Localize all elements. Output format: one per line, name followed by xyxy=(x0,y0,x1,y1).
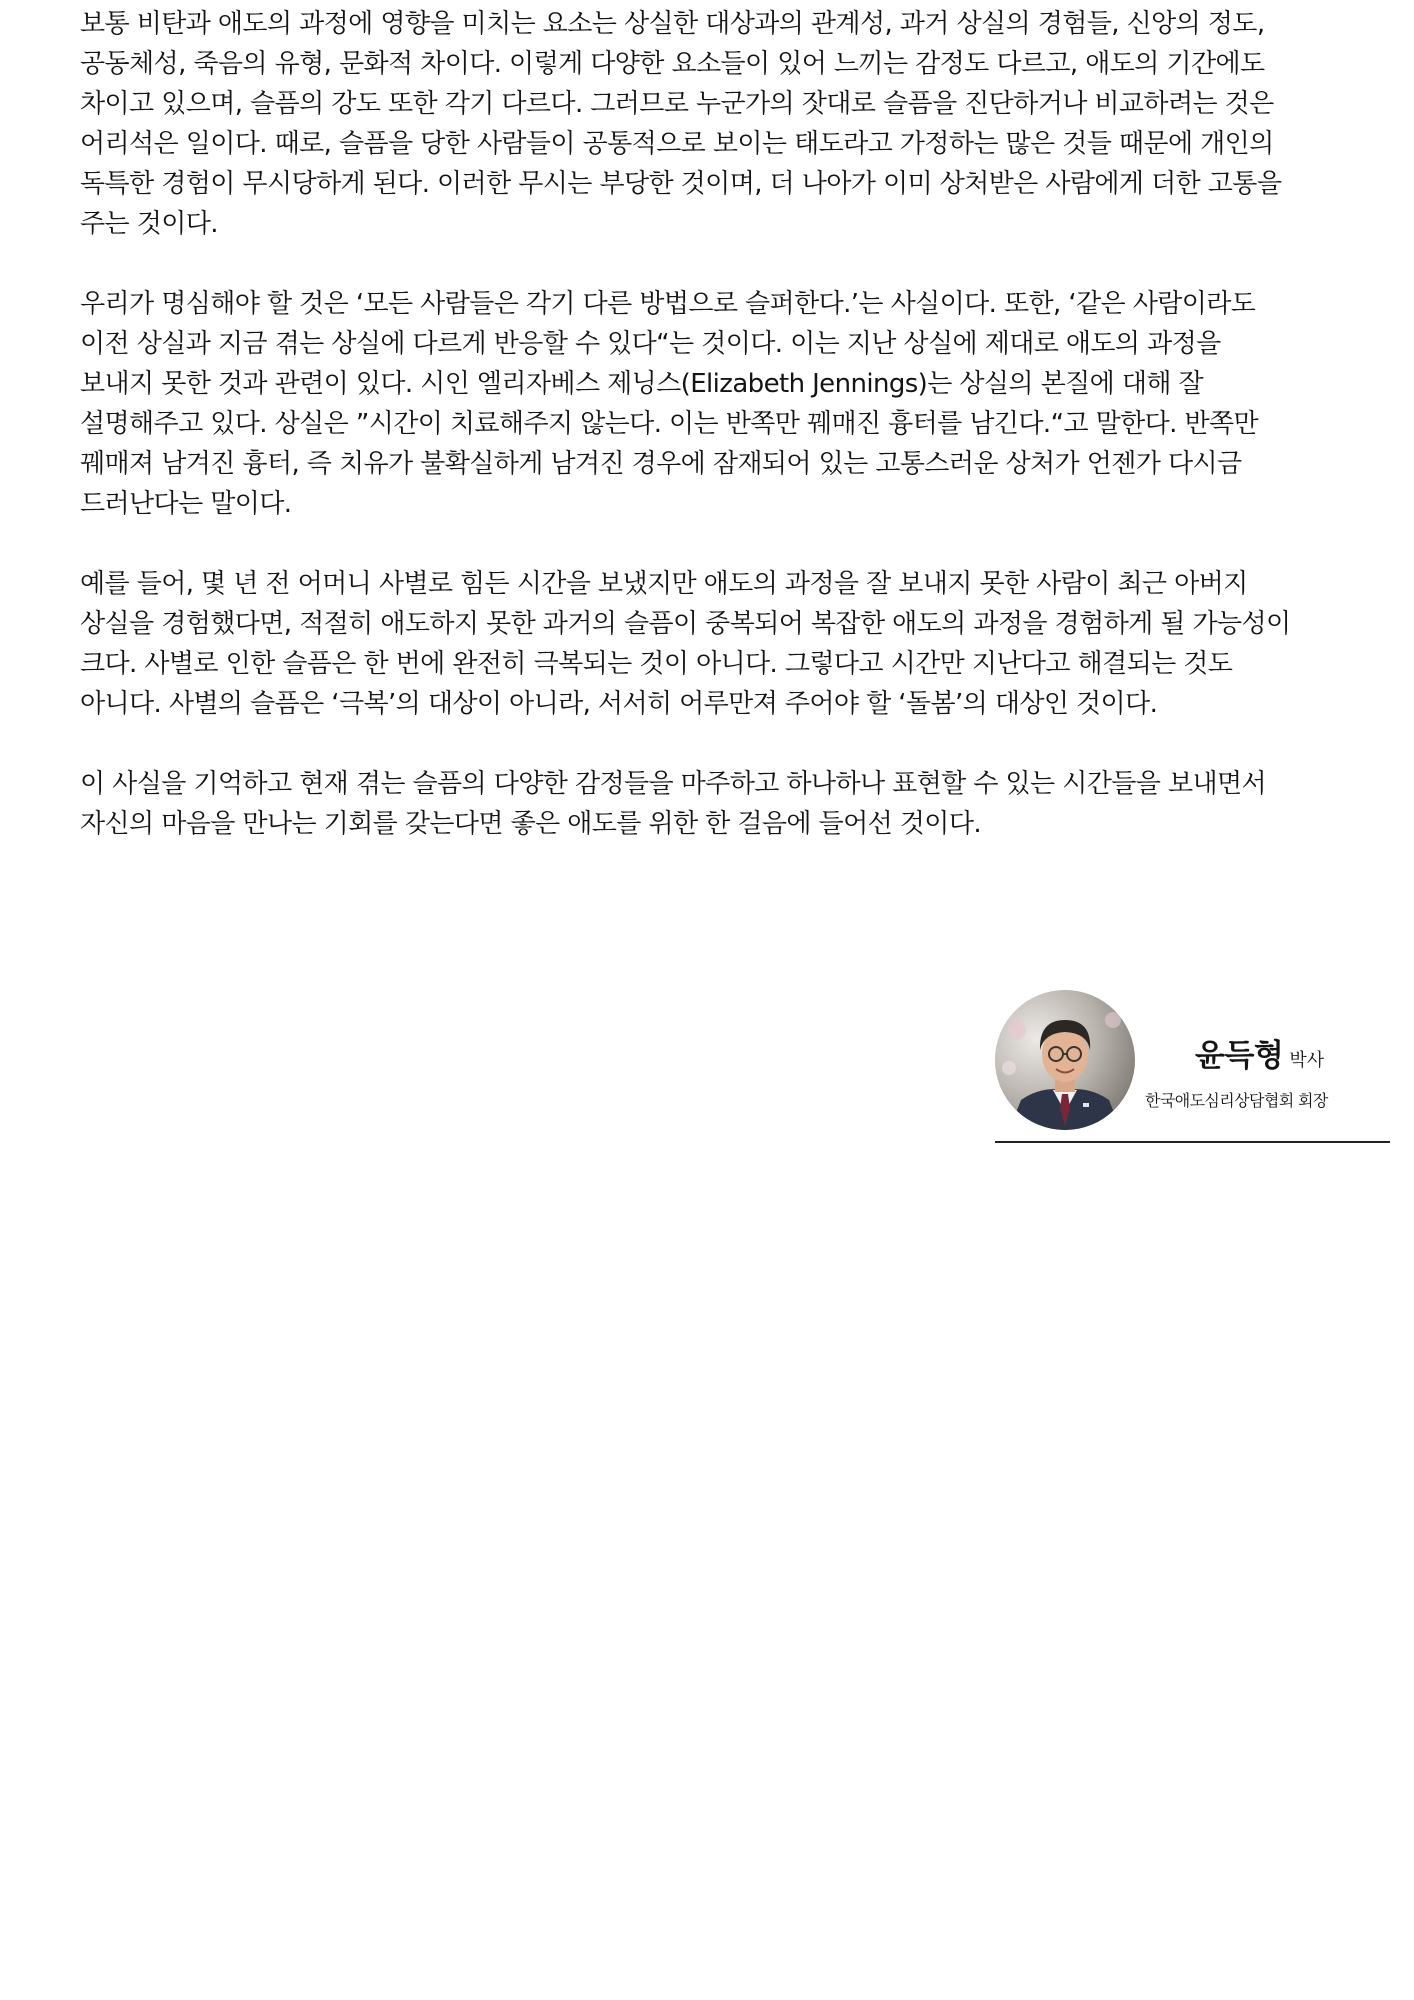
paragraph-1: 보통 비탄과 애도의 과정에 영향을 미치는 요소는 상실한 대상과의 관계성, 과거 상실의 경험들, 신앙의 정도, 공동체성, 죽음의 유형, 문화적 차이다. 이렇게 다양한 요소들이 있어 느끼는 감정도 다르고, 애도의 기간에도 차이고 있으며, 슬픔의 강도 또한 각기 다르다. 그러므로 누군가의 잣대로 슬픔을 진단하거나 비교하려는 것은 어리석은 일이다. 때로, 슬픔을 당한 사람들이 공통적으로 보이는 태도라고 가정하는 많은 것들 때문에 개인의 독특한 경험이 무시당하게 된다. 이러한 무시는 부당한 것이며, 더 나아가 이미 상처받은 사람에게 더한 고통을 주는 것이다. xyxy=(80,9,1282,239)
author-name: 윤득형 xyxy=(1195,1038,1284,1074)
author-portrait-icon xyxy=(995,990,1135,1130)
author-honorific: 박사 xyxy=(1289,1050,1325,1071)
article-body xyxy=(80,4,1295,884)
paragraph-4: 이 사실을 기억하고 현재 겪는 슬픔의 다양한 감정들을 마주하고 하나하나 표현할 수 있는 시간들을 보내면서 자신의 마음을 만나는 기회를 갖는다면 좋은 애도를 위한 한 걸음에 들어선 것이다. xyxy=(80,769,1267,839)
author-byline xyxy=(995,990,1390,1142)
paragraph-2: 우리가 명심해야 할 것은 ‘모든 사람들은 각기 다른 방법으로 슬퍼한다.’는 사실이다. 또한, ‘같은 사람이라도 이전 상실과 지금 겪는 상실에 다르게 반응할 수 있다“는 것이다. 이는 지난 상실에 제대로 애도의 과정을 보내지 못한 것과 관련이 있다. 시인 엘리자베스 제닝스(Elizabeth Jennings)는 상실의 본질에 대해 잘 설명해주고 있다. 상실은 ”시간이 치료해주지 않는다. 이는 반쪽만 꿰매진 흉터를 남긴다.“고 말한다. 반쪽만 꿰매져 남겨진 흉터, 즉 치유가 불확실하게 남겨진 경우에 잠재되어 있는 고통스러운 상처가 언젠가 다시금 드러난다는 말이다. xyxy=(80,289,1259,519)
paragraph-3: 예를 들어, 몇 년 전 어머니 사별로 힘든 시간을 보냈지만 애도의 과정을 잘 보내지 못한 사람이 최근 아버지 상실을 경험했다면, 적절히 애도하지 못한 과거의 슬픔이 중복되어 복잡한 애도의 과정을 경험하게 될 가능성이 크다. 사별로 인한 슬픔은 한 번에 완전히 극복되는 것이 아니다. 그렇다고 시간만 지난다고 해결되는 것도 아니다. 사별의 슬픔은 ‘극복’의 대상이 아니라, 서서히 어루만져 주어야 할 ‘돌봄’의 대상인 것이다. xyxy=(80,569,1291,719)
author-role: 한국애도심리상담협회 회장 xyxy=(1145,1091,1328,1110)
author-name-line xyxy=(1195,1030,1324,1075)
author-avatar xyxy=(995,990,1135,1130)
byline-divider xyxy=(995,1141,1390,1143)
